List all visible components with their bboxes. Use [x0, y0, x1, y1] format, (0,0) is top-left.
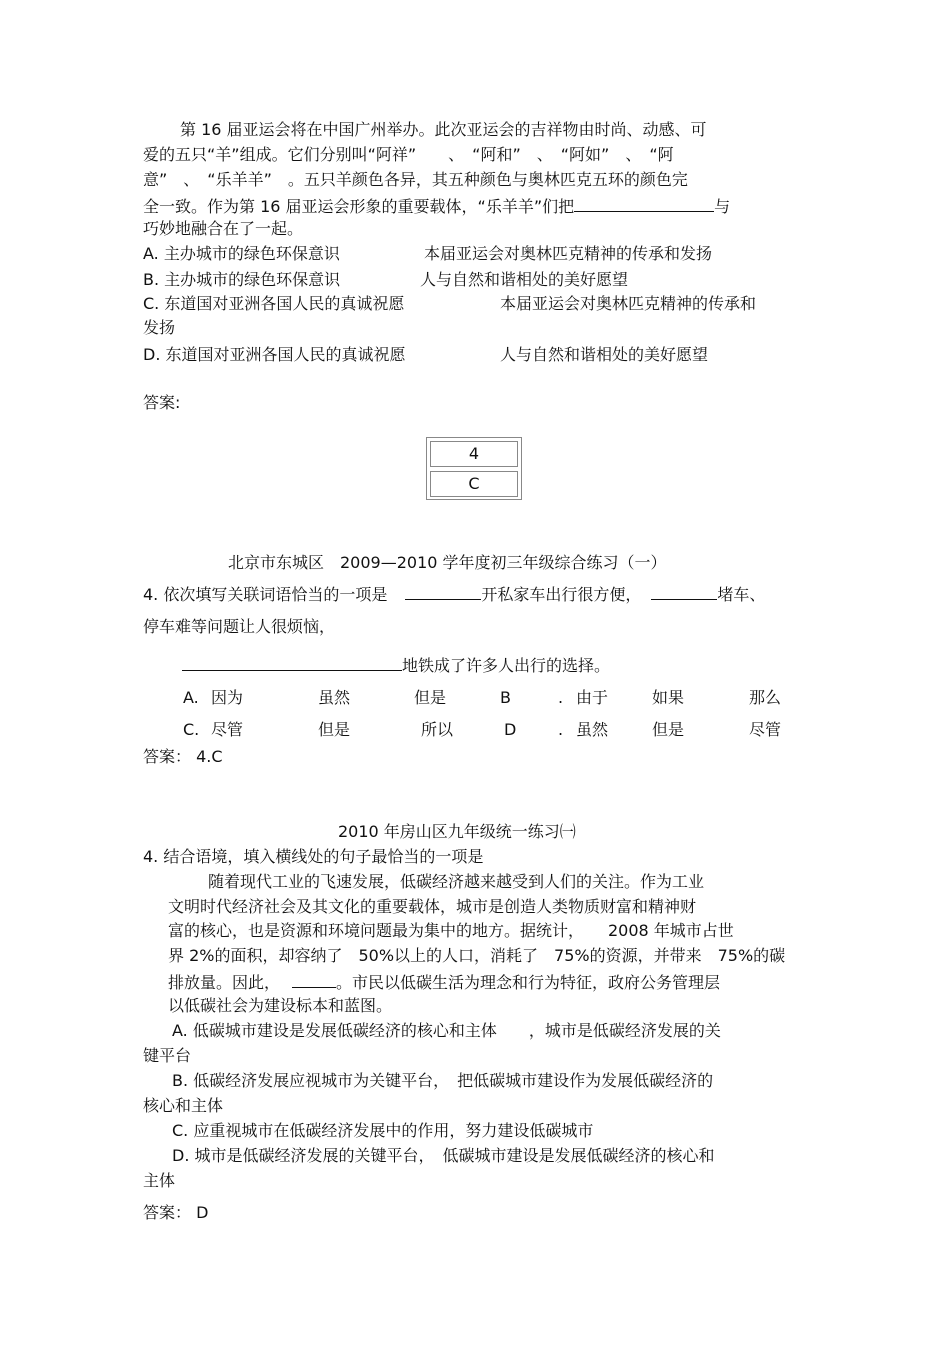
q2-opt-b-label: B	[500, 688, 511, 707]
q1-line-4-text: 全一致。作为第 16 届亚运会形象的重要载体，“乐羊羊”们把	[143, 197, 575, 216]
q1-answer-label: 答案:	[143, 393, 181, 412]
q3-option-b-cont: 核心和主体	[143, 1096, 224, 1115]
q1-line-3: 意” 、 “乐羊羊” 。五只羊颜色各异，其五种颜色与奥林匹克五环的颜色完	[143, 170, 688, 189]
q3-option-a: A. 低碳城市建设是发展低碳经济的核心和主体 ，城市是低碳经济发展的关	[172, 1021, 721, 1040]
q2-opt-c-word-3: 所以	[421, 720, 454, 739]
q2-stem-line-3	[182, 654, 610, 676]
q1-option-a-right: 本届亚运会对奥林匹克精神的传承和发扬	[424, 244, 713, 263]
q1-line-2: 爱的五只“羊”组成。它们分别叫“阿祥” 、 “阿和” 、 “阿如” 、 “阿	[143, 145, 674, 164]
q3-para-line-3: 富的核心，也是资源和环境问题最为集中的地方。据统计， 2008 年城市占世	[168, 921, 734, 940]
q1-option-d-right: 人与自然和谐相处的美好愿望	[500, 345, 709, 364]
q2-stem-line-1	[143, 583, 765, 605]
q2-blank-3[interactable]	[182, 654, 402, 671]
q2-answer: 答案： 4.C	[143, 747, 223, 766]
q1-option-d-left: D. 东道国对亚洲各国人民的真诚祝愿	[143, 345, 406, 364]
q3-para-line-1: 随着现代工业的飞速发展，低碳经济越来越受到人们的关注。作为工业	[208, 872, 705, 891]
q1-option-b-right: 人与自然和谐相处的美好愿望	[420, 270, 629, 289]
q2-stem-line-2: 停车难等问题让人很烦恼，	[143, 617, 336, 636]
q2-stem-part-a: 4. 依次填写关联词语恰当的一项是	[143, 585, 388, 604]
q3-option-b: B. 低碳经济发展应视城市为关键平台， 把低碳城市建设作为发展低碳经济的	[172, 1071, 714, 1090]
q2-stem-part-c: 堵车、	[717, 585, 766, 604]
q3-blank[interactable]	[292, 971, 336, 988]
q2-opt-a-word-2: 虽然	[318, 688, 351, 707]
q2-title: 北京市东城区 2009—2010 学年度初三年级综合练习（一）	[228, 553, 667, 572]
q3-option-a-cont: 键平台	[143, 1046, 192, 1065]
q3-title: 2010 年房山区九年级统一练习㈠	[338, 822, 576, 841]
answer-table-choice: C	[430, 471, 518, 497]
q2-opt-b-word-3: 那么	[749, 688, 782, 707]
q3-para-line-2: 文明时代经济社会及其文化的重要载体，城市是创造人类物质财富和精神财	[168, 897, 697, 916]
q3-option-d-cont: 主体	[143, 1171, 176, 1190]
q2-opt-a-word-3: 但是	[414, 688, 447, 707]
answer-table	[426, 437, 522, 500]
answer-table-number: 4	[430, 441, 518, 467]
q2-opt-b-word-1: 由于	[576, 688, 609, 707]
q2-stem-part-b: 开私家车出行很方便，	[481, 585, 642, 604]
q3-para-line-5-b: 。市民以低碳生活为理念和行为特征，政府公务管理层	[336, 973, 721, 992]
q2-opt-c-word-1: 尽管	[211, 720, 244, 739]
q2-stem-part-d: 地铁成了许多人出行的选择。	[402, 656, 611, 675]
q1-line-1: 第 16 届亚运会将在中国广州举办。此次亚运会的吉祥物由时尚、动感、可	[180, 120, 707, 139]
q3-para-line-4: 界 2%的面积，却容纳了 50%以上的人口，消耗了 75%的资源，并带来 75%的碳	[168, 946, 786, 965]
q1-option-b-left: B. 主办城市的绿色环保意识	[143, 270, 341, 289]
q3-para-line-6: 以低碳社会为建设标本和蓝图。	[168, 996, 393, 1015]
q2-blank-1[interactable]	[405, 583, 481, 600]
q2-opt-c-label: C.	[183, 720, 200, 739]
q1-option-c-right: 本届亚运会对奥林匹克精神的传承和	[500, 294, 757, 313]
q1-option-c-cont: 发扬	[143, 318, 176, 337]
q1-option-c-left: C. 东道国对亚洲各国人民的真诚祝愿	[143, 294, 405, 313]
q2-blank-2[interactable]	[651, 583, 717, 600]
q2-opt-a-label: A.	[183, 688, 199, 707]
q2-opt-b-word-2: 如果	[652, 688, 685, 707]
q1-line-5: 巧妙地融合在了一起。	[143, 219, 304, 238]
q3-stem: 4. 结合语境，填入横线处的句子最恰当的一项是	[143, 847, 484, 866]
q3-para-line-5	[168, 971, 720, 993]
q3-para-line-5-a: 排放量。因此，	[168, 973, 281, 992]
q3-option-d: D. 城市是低碳经济发展的关键平台， 低碳城市建设是发展低碳经济的核心和	[172, 1146, 715, 1165]
q2-opt-d-word-2: 但是	[652, 720, 685, 739]
q2-opt-d-dot: .	[558, 720, 564, 739]
q2-opt-b-dot: .	[558, 688, 564, 707]
q2-opt-d-word-3: 尽管	[749, 720, 782, 739]
q1-line-4-tail: 与	[714, 197, 731, 216]
q1-line-4	[143, 195, 730, 217]
q3-option-c: C. 应重视城市在低碳经济发展中的作用，努力建设低碳城市	[172, 1121, 594, 1140]
q2-opt-c-word-2: 但是	[318, 720, 351, 739]
q2-opt-d-word-1: 虽然	[576, 720, 609, 739]
q1-blank[interactable]	[574, 195, 714, 212]
q1-option-a-left: A. 主办城市的绿色环保意识	[143, 244, 340, 263]
q2-opt-d-label: D	[504, 720, 517, 739]
q3-answer: 答案： D	[143, 1203, 209, 1222]
q2-opt-a-word-1: 因为	[211, 688, 244, 707]
